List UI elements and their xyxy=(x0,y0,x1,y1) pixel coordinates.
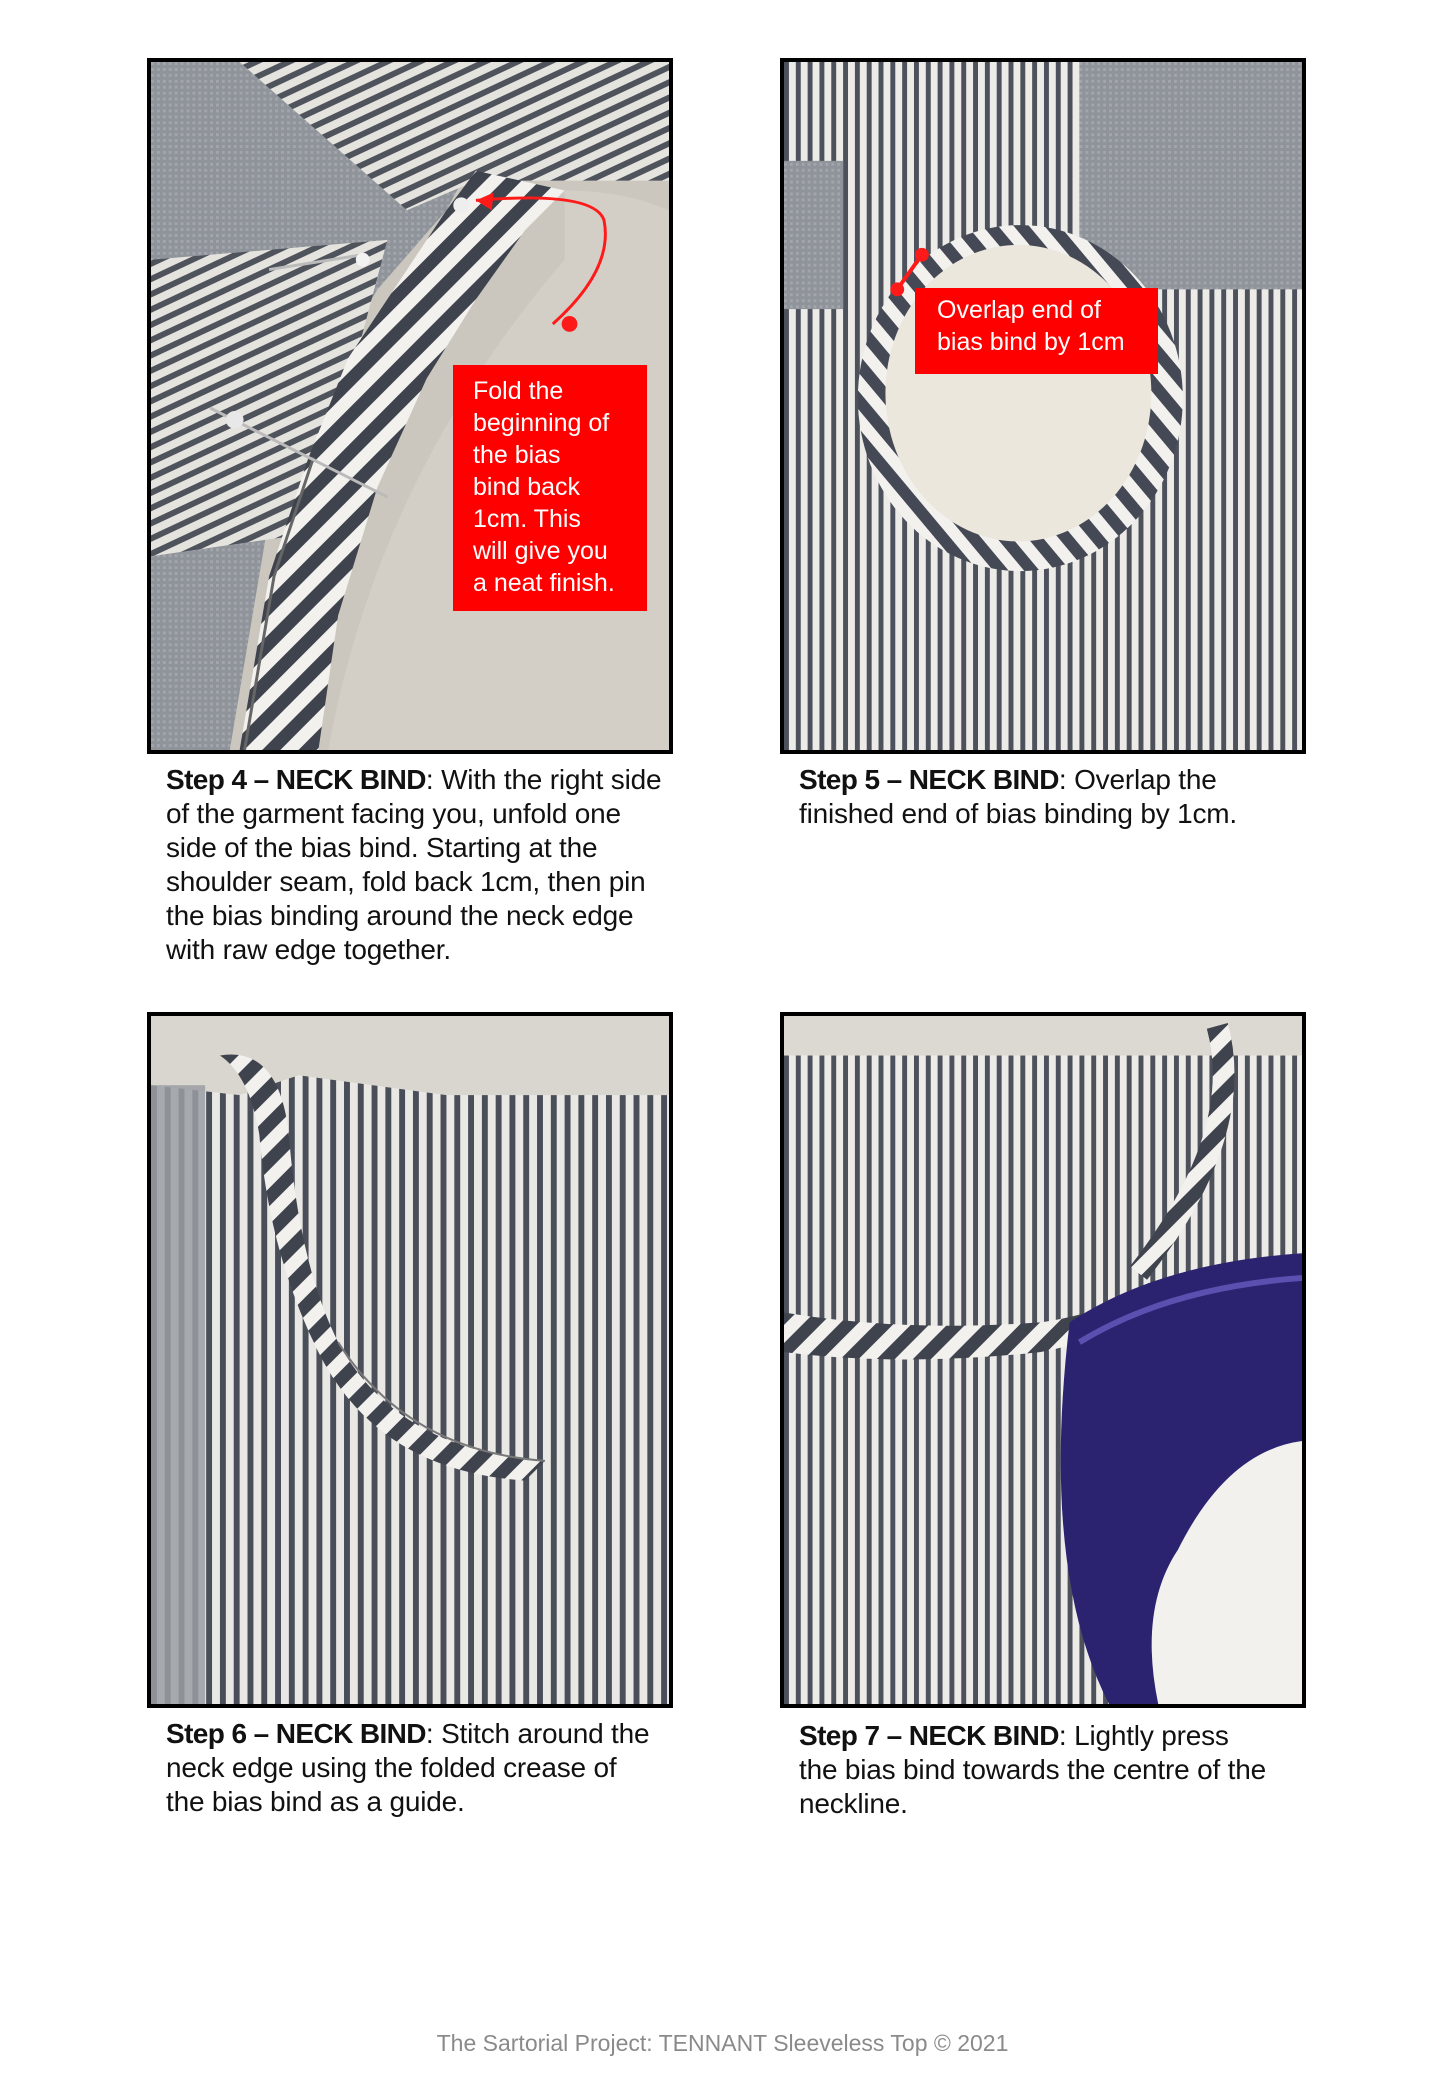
step6-photo xyxy=(147,1012,673,1708)
step7-text: : Lightly press the bias bind towards the centre of the neckline. xyxy=(799,1720,1266,1819)
step4-title: Step 4 – NECK BIND xyxy=(166,764,426,795)
callout-line: bind back xyxy=(473,473,581,501)
step4-caption xyxy=(166,763,674,967)
step5-text: : Overlap the finished end of bias binding by 1cm. xyxy=(799,764,1237,829)
step7-title: Step 7 – NECK BIND xyxy=(799,1720,1059,1751)
page-footer: The Sartorial Project: TENNANT Sleeveless Top © 2021 xyxy=(436,2030,1009,2056)
step6-text: : Stitch around the neck edge using the folded crease of the bias bind as a guide. xyxy=(166,1718,650,1817)
step4-text: : With the right side of the garment facing you, unfold one side of the bias bind. Starting at the shoulder seam, fold back 1cm, then pin the bias binding around the neck edge with raw edge together. xyxy=(166,764,662,965)
step7-photo xyxy=(780,1012,1306,1708)
step5-caption xyxy=(799,763,1289,831)
callout-line: beginning of xyxy=(473,409,610,437)
step5-callout xyxy=(915,288,1158,374)
step7-caption xyxy=(799,1719,1269,1821)
callout-line: a neat finish. xyxy=(473,569,615,597)
step5-photo xyxy=(780,58,1306,754)
callout-line: Fold the xyxy=(473,377,564,405)
step6-caption xyxy=(166,1717,656,1819)
step6-title: Step 6 – NECK BIND xyxy=(166,1718,426,1749)
callout-line: 1cm. This xyxy=(473,505,581,533)
callout-line: bias bind by 1cm xyxy=(937,328,1125,356)
callout-line: the bias xyxy=(473,441,561,469)
step4-callout xyxy=(453,365,647,611)
step5-title: Step 5 – NECK BIND xyxy=(799,764,1059,795)
callout-line: Overlap end of xyxy=(937,296,1101,324)
callout-line: will give you xyxy=(473,537,608,565)
